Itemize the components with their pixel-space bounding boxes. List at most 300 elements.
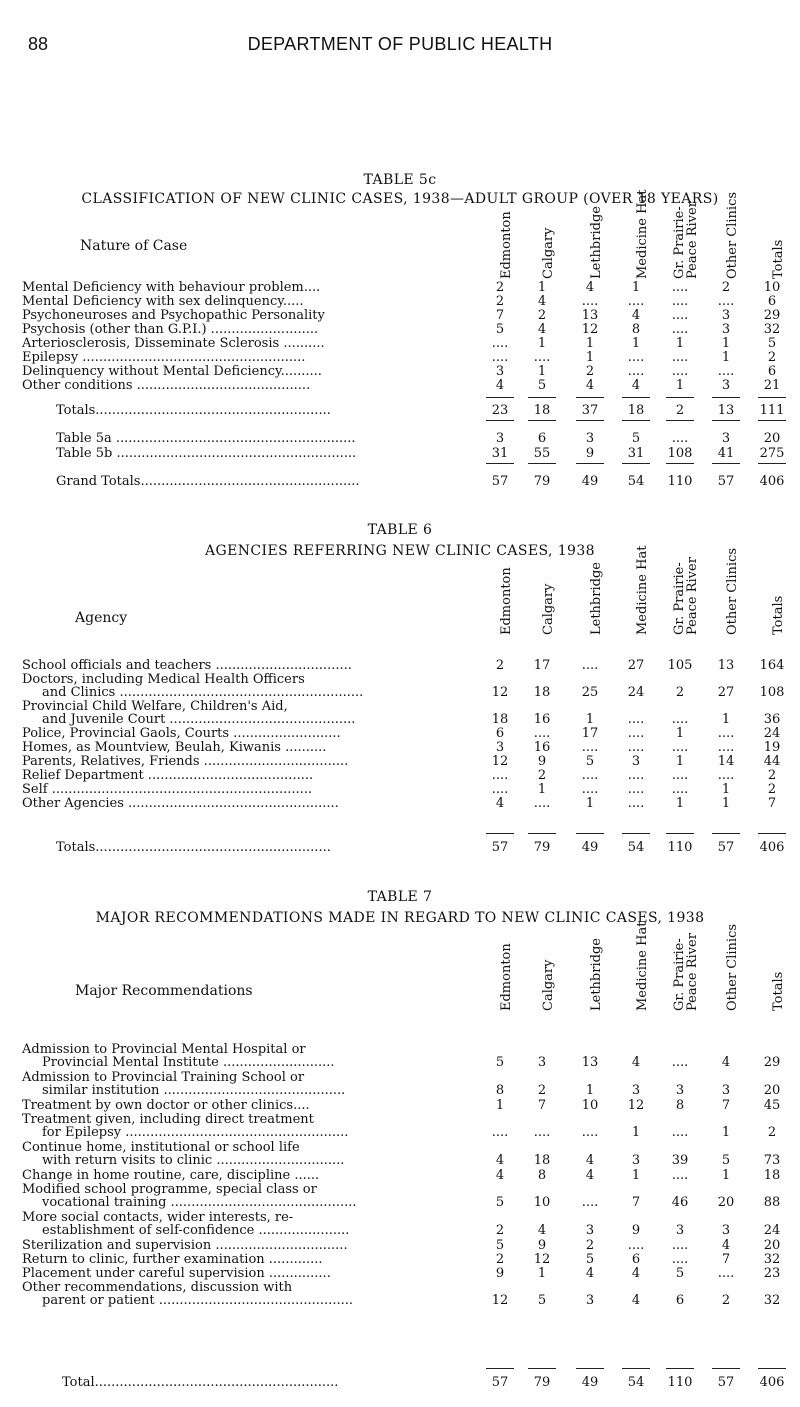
row-header: Nature of Case (80, 238, 188, 254)
table-row-cell: 4 (585, 1168, 595, 1183)
table5a-row-cell: 20 (763, 431, 781, 446)
column-header-line: Peace River (685, 201, 700, 279)
table-row-cell: 1 (721, 1125, 731, 1140)
table-row-cell: 12 (491, 1293, 509, 1308)
totals-row-label: Totals......................................................... (56, 841, 331, 854)
table-row-cell: 1 (675, 754, 685, 769)
table-row-label: similar institution ............................................ (42, 1084, 346, 1097)
table-row-cell: 1 (675, 796, 685, 811)
table-row-cell: .... (533, 796, 551, 811)
table-row-cell: 1 (585, 350, 595, 365)
table-row-label: Police, Provincial Gaols, Courts .......................... (22, 727, 341, 740)
table-row-cell: 4 (721, 1055, 731, 1070)
table-row-label: Mental Deficiency with behaviour problem.... (22, 281, 321, 294)
rule (486, 1368, 514, 1369)
table-row-cell: 4 (537, 294, 547, 309)
table-row-cell: 4 (585, 1153, 595, 1168)
table-row-cell: 1 (631, 1168, 641, 1183)
column-header-calgary (531, 568, 556, 648)
table-row-label: Other Agencies ................................................... (22, 797, 339, 810)
table-row-label: Provincial Child Welfare, Children's Aid, (22, 700, 288, 713)
totals-row-label: Totals......................................................... (56, 404, 331, 417)
table-row-cell: 7 (721, 1098, 731, 1113)
table-row-cell: 1 (585, 336, 595, 351)
table-row-cell: 1 (675, 378, 685, 393)
table-row-cell: 1 (721, 350, 731, 365)
table-row-cell: 6 (767, 294, 777, 309)
table-row-cell: 2 (585, 364, 595, 379)
table-row-cell: 20 (763, 1083, 781, 1098)
table-row-cell: 1 (675, 726, 685, 741)
table-row-cell: 1 (631, 336, 641, 351)
table-row-label: Admission to Provincial Training School or (22, 1071, 305, 1084)
table-row-cell: 45 (763, 1098, 781, 1113)
column-header-edmonton (489, 943, 514, 1024)
table-row-cell: .... (671, 364, 689, 379)
rule (576, 463, 604, 464)
rule (758, 463, 786, 464)
table5b-row-cell: 41 (717, 446, 735, 461)
table-row-cell: 3 (537, 1055, 547, 1070)
table5a-row-label: Table 5a .......................................................... (56, 432, 356, 445)
table-row-cell: 4 (495, 1168, 505, 1183)
table-row-cell: 1 (537, 364, 547, 379)
rule (576, 833, 604, 834)
table-row-cell: .... (671, 768, 689, 783)
column-header-line: Gr. Prairie- (672, 938, 687, 1011)
rule (576, 397, 604, 398)
totals-row-cell: 57 (717, 1375, 735, 1390)
table-row-cell: 8 (495, 1083, 505, 1098)
table-row-cell: 1 (721, 782, 731, 797)
table-row-cell: 2 (675, 685, 685, 700)
rule (712, 397, 740, 398)
table-row-cell: 32 (763, 1293, 781, 1308)
totals-row-cell: 110 (667, 840, 693, 855)
table-row-label: with return visits to clinic ............................... (42, 1154, 345, 1167)
table5a-row-cell: 3 (721, 431, 731, 446)
table-row-cell: .... (491, 350, 509, 365)
table-row-label: Modified school programme, special class or (22, 1183, 317, 1196)
table-row-cell: 4 (537, 1223, 547, 1238)
table-row-label: Psychosis (other than G.P.I.) .......................... (22, 323, 319, 336)
column-header-calgary (531, 944, 556, 1024)
rule (758, 397, 786, 398)
table5b-row-cell: 55 (533, 446, 551, 461)
table-row-cell: 14 (717, 754, 735, 769)
table-row-cell: 6 (767, 364, 777, 379)
table-row-cell: .... (671, 1238, 689, 1253)
totals-row-cell: 18 (627, 403, 645, 418)
table-row-cell: 1 (721, 336, 731, 351)
table-row-label: More social contacts, wider interests, re- (22, 1211, 294, 1224)
table-row-cell: .... (671, 740, 689, 755)
table5a-row-cell: .... (671, 431, 689, 446)
table-row-cell: 27 (717, 685, 735, 700)
rule (528, 1368, 556, 1369)
table-row-cell: 1 (585, 796, 595, 811)
table-row-cell: 18 (763, 1168, 781, 1183)
table-row-cell: 13 (717, 658, 735, 673)
column-header-other-clinics (715, 547, 740, 648)
table-row-cell: 5 (495, 1195, 505, 1210)
table-title: AGENCIES REFERRING NEW CLINIC CASES, 1938 (205, 543, 595, 559)
table-row-cell: 12 (491, 754, 509, 769)
table-row-cell: .... (717, 740, 735, 755)
table-row-cell: .... (627, 796, 645, 811)
column-header-label: Lethbridge (589, 206, 604, 279)
table-row-cell: .... (491, 782, 509, 797)
table5b-row-cell: 9 (585, 446, 595, 461)
table-row-cell: 3 (495, 364, 505, 379)
table-row-cell: 7 (767, 796, 777, 811)
table5a-row-cell: 6 (537, 431, 547, 446)
table-row-cell: 5 (585, 754, 595, 769)
column-header-label: Lethbridge (589, 938, 604, 1011)
table-row-cell: .... (671, 712, 689, 727)
table-row-cell: 5 (495, 322, 505, 337)
table-row-cell: 4 (631, 1293, 641, 1308)
table-row-cell: 2 (495, 294, 505, 309)
table-row-cell: 9 (537, 1238, 547, 1253)
totals-row-cell: 79 (533, 1375, 551, 1390)
rule (622, 1368, 650, 1369)
grand-totals-row-cell: 49 (581, 474, 599, 489)
totals-row-cell: 13 (717, 403, 735, 418)
table-row-cell: .... (671, 308, 689, 323)
table-row-cell: 3 (631, 1153, 641, 1168)
column-header-line: Peace River (685, 933, 700, 1011)
table-row-cell: 23 (763, 1266, 781, 1281)
table-row-cell: 1 (585, 712, 595, 727)
totals-row-cell: 2 (675, 403, 685, 418)
table-row-cell: 1 (721, 796, 731, 811)
rule (528, 463, 556, 464)
table-row-cell: 3 (631, 754, 641, 769)
table5b-row-cell: 31 (491, 446, 509, 461)
page-title: DEPARTMENT OF PUBLIC HEALTH (247, 34, 553, 54)
table-row-cell: 4 (585, 378, 595, 393)
table-row-cell: .... (627, 712, 645, 727)
table-row-cell: 1 (675, 336, 685, 351)
table-label: TABLE 5c (363, 172, 437, 188)
grand-totals-row-cell: 57 (717, 474, 735, 489)
column-header-line: Peace River (685, 557, 700, 635)
totals-row-cell: 406 (759, 840, 785, 855)
table-row-cell: 36 (763, 712, 781, 727)
rule (758, 833, 786, 834)
grand-totals-label: Grand Totals..................................................... (56, 475, 360, 488)
table-row-cell: 46 (671, 1195, 689, 1210)
table-row-cell: 2 (537, 308, 547, 323)
table-row-cell: 8 (631, 322, 641, 337)
table-row-label: and Clinics ........................................................... (42, 686, 364, 699)
table-row-cell: 3 (495, 740, 505, 755)
table-row-cell: .... (581, 768, 599, 783)
table-row-cell: 4 (631, 378, 641, 393)
table-row-cell: 2 (537, 1083, 547, 1098)
column-header-gr-prairie-peace-river (669, 557, 700, 648)
table-row-cell: 24 (763, 1223, 781, 1238)
totals-row-cell: 18 (533, 403, 551, 418)
table-row-cell: .... (671, 350, 689, 365)
table-row-cell: 29 (763, 308, 781, 323)
table-row-cell: 32 (763, 1252, 781, 1267)
table-row-cell: 1 (585, 1083, 595, 1098)
table-row-cell: 7 (495, 308, 505, 323)
table-row-cell: 6 (631, 1252, 641, 1267)
table-row-cell: 4 (631, 308, 641, 323)
rule (528, 420, 556, 421)
totals-row-cell: 79 (533, 840, 551, 855)
table-row-cell: 4 (537, 322, 547, 337)
table-row-label: Relief Department ........................................ (22, 769, 314, 782)
table-row-cell: 44 (763, 754, 781, 769)
column-header-label: Totals (771, 595, 786, 635)
column-header-totals (761, 944, 786, 1024)
table-row-cell: 20 (763, 1238, 781, 1253)
totals-row-cell: 49 (581, 1375, 599, 1390)
table-row-label: Arteriosclerosis, Disseminate Sclerosis .......... (22, 337, 325, 350)
table-row-cell: .... (491, 1125, 509, 1140)
table-row-cell: 1 (721, 1168, 731, 1183)
table-row-cell: .... (717, 294, 735, 309)
table-row-cell: 6 (675, 1293, 685, 1308)
table-row-cell: 2 (495, 658, 505, 673)
table-row-cell: 19 (763, 740, 781, 755)
table-row-cell: 20 (717, 1195, 735, 1210)
table-row-cell: 10 (763, 280, 781, 295)
rule (666, 397, 694, 398)
table-row-cell: 18 (491, 712, 509, 727)
rule (622, 420, 650, 421)
table-row-cell: 7 (537, 1098, 547, 1113)
page-number: 88 (28, 34, 49, 54)
table-row-cell: 17 (581, 726, 599, 741)
table-row-cell: .... (581, 294, 599, 309)
table-row-cell: 21 (763, 378, 781, 393)
table-row-cell: 2 (721, 1293, 731, 1308)
table-row-cell: 4 (585, 1266, 595, 1281)
grand-totals-row-cell: 110 (667, 474, 693, 489)
table-row-cell: .... (491, 336, 509, 351)
table-row-cell: 8 (537, 1168, 547, 1183)
table-row-cell: 105 (667, 658, 693, 673)
table-row-label: Other conditions .......................................... (22, 379, 311, 392)
table-row-cell: .... (671, 1168, 689, 1183)
table-row-cell: 10 (581, 1098, 599, 1113)
grand-totals-row-cell: 57 (491, 474, 509, 489)
table-row-cell: 5 (721, 1153, 731, 1168)
table-row-cell: .... (627, 768, 645, 783)
table-row-cell: 4 (495, 1153, 505, 1168)
table-row-cell: 1 (537, 782, 547, 797)
table-row-label: Parents, Relatives, Friends ................................... (22, 755, 349, 768)
table-row-cell: .... (671, 1125, 689, 1140)
totals-row-cell: 57 (717, 840, 735, 855)
table-row-label: Placement under careful supervision ............... (22, 1267, 331, 1280)
totals-row-cell: 54 (627, 840, 645, 855)
column-header-label: Calgary (541, 583, 556, 635)
table-row-label: parent or patient ............................................... (42, 1294, 353, 1307)
totals-row-cell: 406 (759, 1375, 785, 1390)
table-row-cell: 108 (759, 685, 785, 700)
rule (622, 833, 650, 834)
table-row-cell: 5 (537, 378, 547, 393)
column-header-totals (761, 568, 786, 648)
table-row-cell: 5 (495, 1055, 505, 1070)
table-row-cell: 9 (537, 754, 547, 769)
table-row-cell: .... (717, 726, 735, 741)
table-row-cell: .... (627, 294, 645, 309)
table-row-cell: 24 (627, 685, 645, 700)
table-row-cell: .... (671, 294, 689, 309)
table-row-label: establishment of self-confidence ...................... (42, 1224, 350, 1237)
table-row-label: Sterilization and supervision ................................ (22, 1239, 348, 1252)
row-header: Agency (75, 610, 128, 626)
table-row-cell: 3 (631, 1083, 641, 1098)
totals-row-label: Total........................................................... (62, 1376, 339, 1389)
table-row-cell: 73 (763, 1153, 781, 1168)
table-row-cell: 3 (721, 322, 731, 337)
table-row-cell: 9 (495, 1266, 505, 1281)
table-row-label: vocational training ............................................. (42, 1196, 357, 1209)
table-row-label: Return to clinic, further examination ............. (22, 1253, 323, 1266)
table-row-cell: 3 (585, 1293, 595, 1308)
table-row-cell: .... (581, 1125, 599, 1140)
table-row-label: for Epilepsy ...................................................... (42, 1126, 349, 1139)
table-row-cell: .... (581, 740, 599, 755)
table-row-cell: 2 (585, 1238, 595, 1253)
totals-row-cell: 111 (759, 403, 785, 418)
page-header (0, 34, 800, 56)
table-row-label: School officials and teachers ................................. (22, 659, 352, 672)
table-row-cell: 12 (627, 1098, 645, 1113)
column-header-label: Other Clinics (725, 191, 740, 279)
table-row-cell: 3 (721, 1083, 731, 1098)
table-row-cell: 164 (759, 658, 785, 673)
table-row-cell: 4 (585, 280, 595, 295)
table-row-cell: .... (717, 768, 735, 783)
table-row-cell: .... (717, 364, 735, 379)
totals-row-cell: 110 (667, 1375, 693, 1390)
table-row-cell: 88 (763, 1195, 781, 1210)
rule (576, 1368, 604, 1369)
table-row-label: Homes, as Mountview, Beulah, Kiwanis .......... (22, 741, 327, 754)
table-row-cell: 3 (721, 378, 731, 393)
table-title: CLASSIFICATION OF NEW CLINIC CASES, 1938—ADULT GROUP (OVER 18 YEARS) (81, 191, 719, 207)
table-row-cell: 18 (533, 685, 551, 700)
totals-row-cell: 37 (581, 403, 599, 418)
table-row-cell: .... (627, 726, 645, 741)
rule (758, 420, 786, 421)
table-row-cell: .... (671, 1055, 689, 1070)
table-row-cell: 16 (533, 712, 551, 727)
table-row-cell: 3 (675, 1083, 685, 1098)
rule (528, 397, 556, 398)
table-label: TABLE 7 (367, 889, 433, 905)
table-row-cell: .... (671, 280, 689, 295)
rule (486, 420, 514, 421)
table-row-cell: .... (671, 1252, 689, 1267)
table-row-cell: 4 (721, 1238, 731, 1253)
table-row-cell: .... (627, 740, 645, 755)
column-header-lethbridge (579, 562, 604, 648)
column-header-label: Calgary (541, 959, 556, 1011)
table-row-label: Delinquency without Mental Deficiency.......... (22, 365, 322, 378)
table-row-label: Psychoneuroses and Psychopathic Personality (22, 309, 325, 322)
table-row-cell: 10 (533, 1195, 551, 1210)
rule (666, 463, 694, 464)
column-header-label: Other Clinics (725, 547, 740, 635)
table-row-cell: .... (627, 782, 645, 797)
table5a-row-cell: 5 (631, 431, 641, 446)
table-row-cell: 5 (495, 1238, 505, 1253)
table-row-cell: 18 (533, 1153, 551, 1168)
table-row-cell: 2 (721, 280, 731, 295)
rule (758, 1368, 786, 1369)
table-row-cell: 7 (631, 1195, 641, 1210)
table-row-cell: 1 (537, 280, 547, 295)
column-header-line: Gr. Prairie- (672, 206, 687, 279)
rule (622, 463, 650, 464)
table-row-cell: 32 (763, 322, 781, 337)
column-header-label: Edmonton (499, 567, 514, 635)
rule (712, 833, 740, 834)
table-row-cell: 3 (721, 1223, 731, 1238)
table-row-cell: .... (491, 768, 509, 783)
table5b-row-cell: 108 (667, 446, 693, 461)
table-row-cell: 3 (721, 308, 731, 323)
rule (712, 420, 740, 421)
grand-totals-row-cell: 79 (533, 474, 551, 489)
column-header-label: Medicine Hat (635, 921, 650, 1011)
table-row-cell: 2 (495, 280, 505, 295)
totals-row-cell: 54 (627, 1375, 645, 1390)
rule (666, 1368, 694, 1369)
table-row-cell: 1 (495, 1098, 505, 1113)
table-row-cell: .... (533, 1125, 551, 1140)
table-row-cell: 4 (631, 1266, 641, 1281)
table-row-cell: .... (581, 658, 599, 673)
table-row-label: Admission to Provincial Mental Hospital or (22, 1043, 306, 1056)
table-row-cell: 9 (631, 1223, 641, 1238)
table5b-row-cell: 275 (759, 446, 785, 461)
totals-row-cell: 57 (491, 840, 509, 855)
column-header-medicine-hat (625, 921, 650, 1024)
column-header-label: Edmonton (499, 943, 514, 1011)
table-row-cell: 5 (537, 1293, 547, 1308)
table-row-label: Epilepsy ...................................................... (22, 351, 306, 364)
table-row-cell: 6 (495, 726, 505, 741)
table-row-cell: 3 (585, 1223, 595, 1238)
rule (712, 1368, 740, 1369)
column-header-label: Medicine Hat (635, 189, 650, 279)
table-row-cell: 1 (721, 712, 731, 727)
table-row-label: Other recommendations, discussion with (22, 1281, 293, 1294)
table-row-cell: 4 (495, 378, 505, 393)
totals-row-cell: 23 (491, 403, 509, 418)
table-row-cell: 2 (537, 768, 547, 783)
column-header-label: Lethbridge (589, 562, 604, 635)
rule (666, 420, 694, 421)
table-row-cell: .... (717, 1266, 735, 1281)
table-row-cell: 1 (631, 1125, 641, 1140)
column-header-lethbridge (579, 938, 604, 1024)
table-row-label: Continue home, institutional or school life (22, 1141, 300, 1154)
column-header-label: Other Clinics (725, 923, 740, 1011)
column-header-label: Edmonton (499, 211, 514, 279)
